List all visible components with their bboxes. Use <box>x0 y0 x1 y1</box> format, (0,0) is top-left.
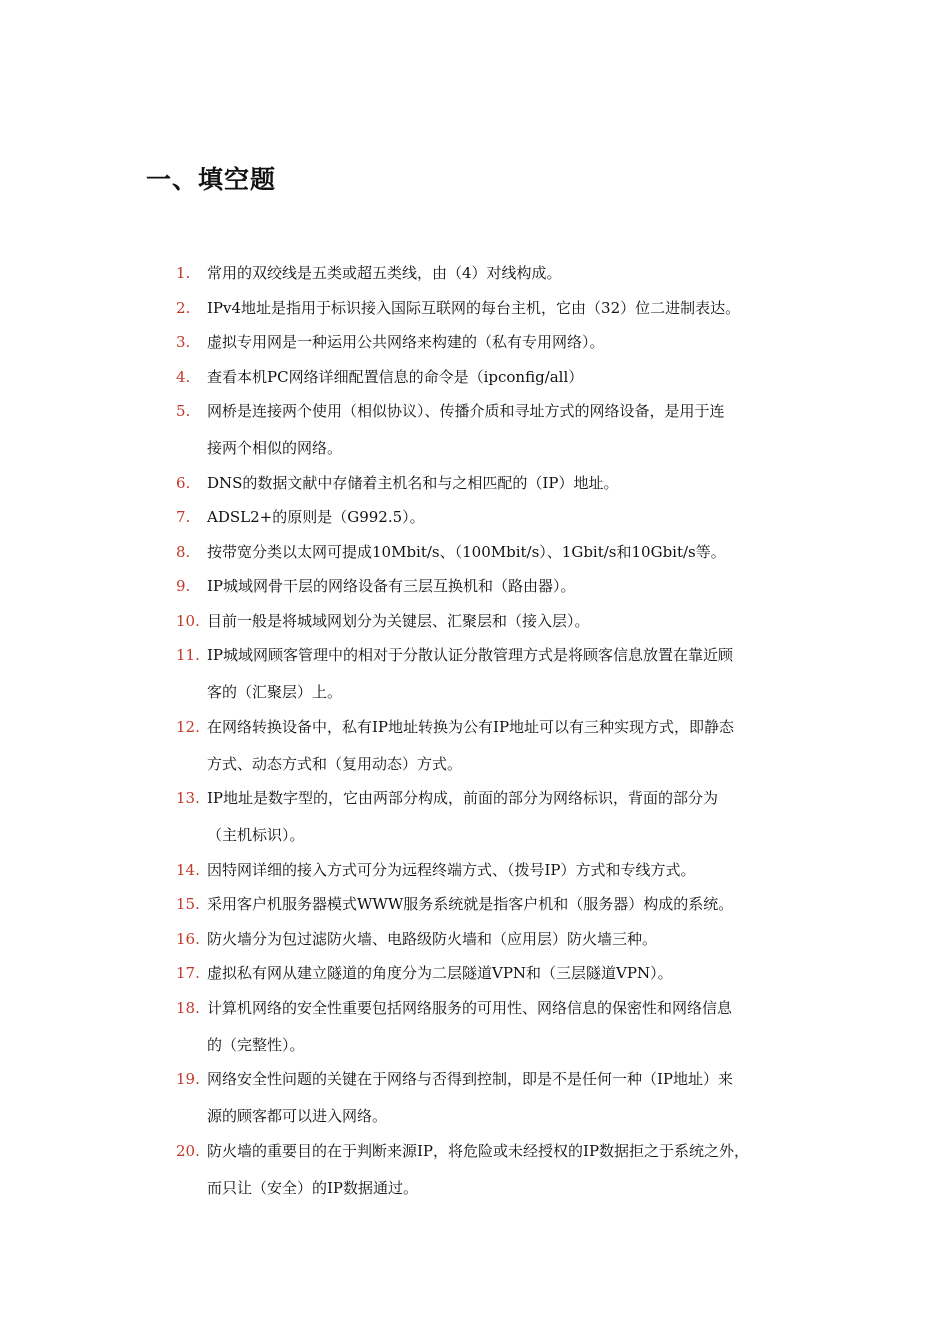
question-number: 5. <box>176 402 191 420</box>
question-number: 18. <box>176 998 200 1017</box>
question-item <box>176 534 826 571</box>
question-number: 2. <box>176 298 191 317</box>
question-number: 15. <box>176 895 200 913</box>
question-item <box>176 603 826 640</box>
question-item <box>176 568 826 605</box>
question-text-line: 目前一般是将城域网划分为关键层、汇聚层和（接入层）。 <box>207 611 590 630</box>
question-number: 6. <box>176 473 191 492</box>
question-number: 11. <box>176 646 200 664</box>
question-number: 17. <box>176 964 200 982</box>
question-item <box>176 709 826 783</box>
question-text-line: ADSL2+的原则是（G992.5）。 <box>207 508 425 526</box>
question-text-line: 因特网详细的接入方式可分为远程终端方式、（拨号IP）方式和专线方式。 <box>207 860 696 879</box>
question-text-line: 网桥是连接两个使用（相似协议）、传播介质和寻址方式的网络设备，是用于连 <box>207 402 725 420</box>
question-number: 16. <box>176 929 200 948</box>
question-text-line: 而只让（安全）的IP数据通过。 <box>207 1178 419 1197</box>
section-title: 一、填空题 <box>146 165 277 194</box>
question-text-line: 虚拟专用网是一种运用公共网络来构建的（私有专用网络）。 <box>207 333 605 351</box>
question-text-line: IP城域网骨干层的网络设备有三层互换机和（路由器）。 <box>207 577 576 595</box>
question-number: 14. <box>176 860 200 879</box>
question-text-line: IP地址是数字型的，它由两部分构成，前面的部分为网络标识，背面的部分为 <box>207 789 719 807</box>
question-item <box>176 886 826 923</box>
question-item <box>176 465 826 502</box>
question-number: 3. <box>176 333 191 351</box>
question-text-line: 防火墙的重要目的在于判断来源IP，将危险或未经授权的IP数据拒之于系统之外， <box>207 1141 750 1160</box>
question-text-line: 虚拟私有网从建立隧道的角度分为二层隧道VPN和（三层隧道VPN）。 <box>207 964 673 982</box>
question-item <box>176 1133 826 1207</box>
question-item <box>176 393 826 467</box>
question-text-line: （主机标识）。 <box>207 826 305 844</box>
question-text-line: 计算机网络的安全性重要包括网络服务的可用性、网络信息的保密性和网络信息 <box>207 998 733 1017</box>
question-number: 9. <box>176 577 191 595</box>
question-number: 10. <box>176 611 200 630</box>
question-number: 7. <box>176 508 191 526</box>
question-item <box>176 852 826 889</box>
question-item <box>176 255 826 292</box>
question-text-line: 查看本机PC网络详细配置信息的命令是（ipconfig/all） <box>207 367 584 386</box>
question-item <box>176 990 826 1064</box>
question-list <box>176 255 826 1204</box>
question-item <box>176 955 826 992</box>
question-item <box>176 921 826 958</box>
question-text-line: 采用客户机服务器模式WWW服务系统就是指客户机和（服务器）构成的系统。 <box>207 895 734 913</box>
question-item <box>176 637 826 711</box>
question-text-line: 接两个相似的网络。 <box>207 439 343 457</box>
question-item <box>176 324 826 361</box>
question-number: 19. <box>176 1070 200 1088</box>
question-number: 13. <box>176 789 200 807</box>
question-text-line: 方式、动态方式和（复用动态）方式。 <box>207 754 463 773</box>
question-text-line: 网络安全性问题的关键在于网络与否得到控制，即是不是任何一种（IP地址）来 <box>207 1070 734 1088</box>
question-text-line: 客的（汇聚层）上。 <box>207 683 343 701</box>
question-number: 20. <box>176 1141 200 1160</box>
question-item <box>176 780 826 854</box>
question-item <box>176 1061 826 1135</box>
question-text-line: 按带宽分类以太网可提成10Mbit/s、（100Mbit/s）、1Gbit/s和10Gbit/s等。 <box>207 542 726 561</box>
question-text-line: IP城域网顾客管理中的相对于分散认证分散管理方式是将顾客信息放置在靠近顾 <box>207 646 734 664</box>
question-text-line: 常用的双绞线是五类或超五类线，由（4）对线构成。 <box>207 264 562 282</box>
question-number: 1. <box>176 264 191 282</box>
question-text-line: DNS的数据文献中存储着主机名和与之相匹配的（IP）地址。 <box>207 473 619 492</box>
question-text-line: IPv4地址是指用于标识接入国际互联网的每台主机，它由（32）位二进制表达。 <box>207 298 741 317</box>
question-item <box>176 290 826 327</box>
question-item <box>176 499 826 536</box>
question-number: 12. <box>176 717 200 736</box>
question-number: 8. <box>176 542 191 561</box>
question-text-line: 在网络转换设备中，私有IP地址转换为公有IP地址可以有三种实现方式，即静态 <box>207 717 735 736</box>
question-text-line: 防火墙分为包过滤防火墙、电路级防火墙和（应用层）防火墙三种。 <box>207 929 658 948</box>
question-item <box>176 359 826 396</box>
question-number: 4. <box>176 367 191 386</box>
question-text-line: 源的顾客都可以进入网络。 <box>207 1107 388 1125</box>
question-text-line: 的（完整性）。 <box>207 1035 305 1054</box>
